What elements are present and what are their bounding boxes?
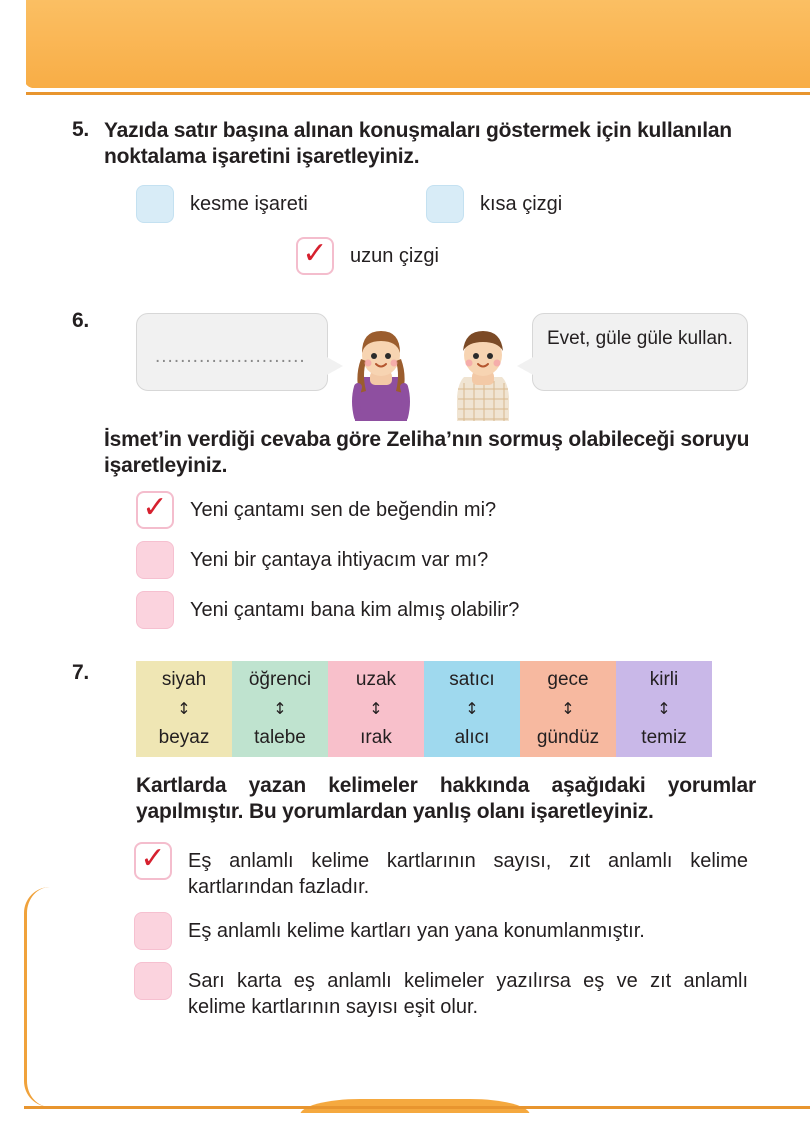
- question-5-option-2[interactable]: [426, 185, 562, 223]
- worksheet-content: [0, 100, 810, 1032]
- option-label: Yeni çantamı sen de beğendin mi?: [190, 499, 497, 521]
- word-card-top: öğrenci: [248, 669, 312, 690]
- page-header-band-inner: [24, 0, 810, 88]
- word-card-bottom: beyaz: [158, 727, 210, 748]
- question-7-option-1[interactable]: [134, 842, 770, 900]
- question-6-number: 6.: [72, 308, 89, 332]
- word-card: [520, 661, 616, 757]
- question-7-option-2[interactable]: [134, 912, 770, 950]
- word-card: [616, 661, 712, 757]
- word-card-top: gece: [547, 669, 589, 690]
- option-label: Eş anlamlı kelime kartlarının sayısı, zıt anlamlı kelime kartlarından fazladır.: [188, 849, 748, 898]
- word-card: [424, 661, 520, 757]
- question-6-option-3[interactable]: [136, 591, 770, 629]
- word-card-bottom: talebe: [254, 727, 306, 748]
- question-5-option-3[interactable]: [296, 237, 770, 275]
- question-6: [0, 309, 810, 630]
- word-card-top: siyah: [161, 669, 207, 690]
- word-card-top: satıcı: [449, 669, 495, 690]
- checkbox-unchecked[interactable]: [136, 541, 174, 579]
- check-icon: ✓: [302, 235, 328, 271]
- bubble-text: Evet, güle güle kullan.: [547, 327, 733, 349]
- speech-bubble-zeliha: [136, 313, 328, 391]
- question-7: [0, 661, 810, 1020]
- checkbox-checked[interactable]: [296, 237, 334, 275]
- check-icon: ✓: [142, 490, 168, 526]
- word-card-top: uzak: [355, 669, 397, 690]
- option-label: kısa çizgi: [480, 192, 563, 215]
- header-rule: [24, 92, 810, 95]
- word-card-top: kirli: [649, 669, 679, 690]
- question-7-number: 7.: [72, 661, 89, 684]
- checkbox-checked[interactable]: [136, 491, 174, 529]
- option-label: Yeni çantamı bana kim almış olabilir?: [190, 599, 520, 621]
- option-label: Sarı karta eş anlamlı kelimeler yazılırsa eş ve zıt anlamlı kelime kartlarının sayısı eşit olur.: [188, 969, 748, 1018]
- word-card-bottom: alıcı: [454, 727, 490, 748]
- boy-character-icon: [450, 325, 516, 421]
- footer-band: [24, 1113, 810, 1143]
- option-label: uzun çizgi: [350, 244, 439, 267]
- arrow-updown-icon: ↕: [657, 699, 671, 718]
- girl-character-icon: [348, 325, 414, 421]
- word-card: [232, 661, 328, 757]
- question-5-prompt: Yazıda satır başına alınan konuşmaları göstermek için kullanılan noktalama işaretini işaretleyiniz.: [104, 119, 732, 169]
- checkbox-unchecked[interactable]: [136, 185, 174, 223]
- arrow-updown-icon: ↕: [465, 699, 479, 718]
- question-6-option-2[interactable]: [136, 541, 770, 579]
- question-7-prompt-wrap: [136, 773, 756, 826]
- question-7-option-3[interactable]: [134, 962, 770, 1020]
- checkbox-checked[interactable]: [134, 842, 172, 880]
- check-icon: ✓: [140, 840, 166, 876]
- question-6-option-1[interactable]: [136, 491, 770, 529]
- question-7-prompt: Kartlarda yazan kelimeler hakkında aşağıdaki yorumlar yapılmıştır. Bu yorumlardan yanlış olanı işaretleyiniz.: [136, 774, 756, 824]
- question-5-options: [136, 185, 770, 275]
- option-label: kesme işareti: [190, 192, 308, 215]
- arrow-updown-icon: ↕: [177, 699, 191, 718]
- question-7-options: [134, 842, 770, 1020]
- question-6-dialogue: [104, 309, 770, 421]
- option-label: Eş anlamlı kelime kartları yan yana konumlanmıştır.: [188, 919, 645, 942]
- speech-bubble-ismet: [532, 313, 748, 391]
- checkbox-unchecked[interactable]: [426, 185, 464, 223]
- question-5-number: 5.: [72, 118, 89, 141]
- footer-rule: [24, 1106, 810, 1109]
- question-5: [0, 118, 810, 275]
- arrow-updown-icon: ↕: [273, 699, 287, 718]
- arrow-updown-icon: ↕: [561, 699, 575, 718]
- word-card: [328, 661, 424, 757]
- word-card: [136, 661, 232, 757]
- checkbox-unchecked[interactable]: [134, 962, 172, 1000]
- question-5-option-1[interactable]: [136, 185, 426, 223]
- checkbox-unchecked[interactable]: [134, 912, 172, 950]
- question-6-prompt: İsmet’in verdiği cevaba göre Zeliha’nın sormuş olabileceği soruyu işaretleyiniz.: [104, 427, 750, 477]
- word-card-set: [136, 661, 770, 757]
- arrow-updown-icon: ↕: [369, 699, 383, 718]
- option-label: Yeni bir çantaya ihtiyacım var mı?: [190, 549, 489, 571]
- checkbox-unchecked[interactable]: [136, 591, 174, 629]
- word-card-bottom: ırak: [360, 727, 392, 748]
- word-card-bottom: temiz: [641, 727, 687, 748]
- blank-dots: ........................: [155, 345, 306, 367]
- question-6-options: [136, 491, 770, 629]
- word-card-bottom: gündüz: [536, 727, 600, 748]
